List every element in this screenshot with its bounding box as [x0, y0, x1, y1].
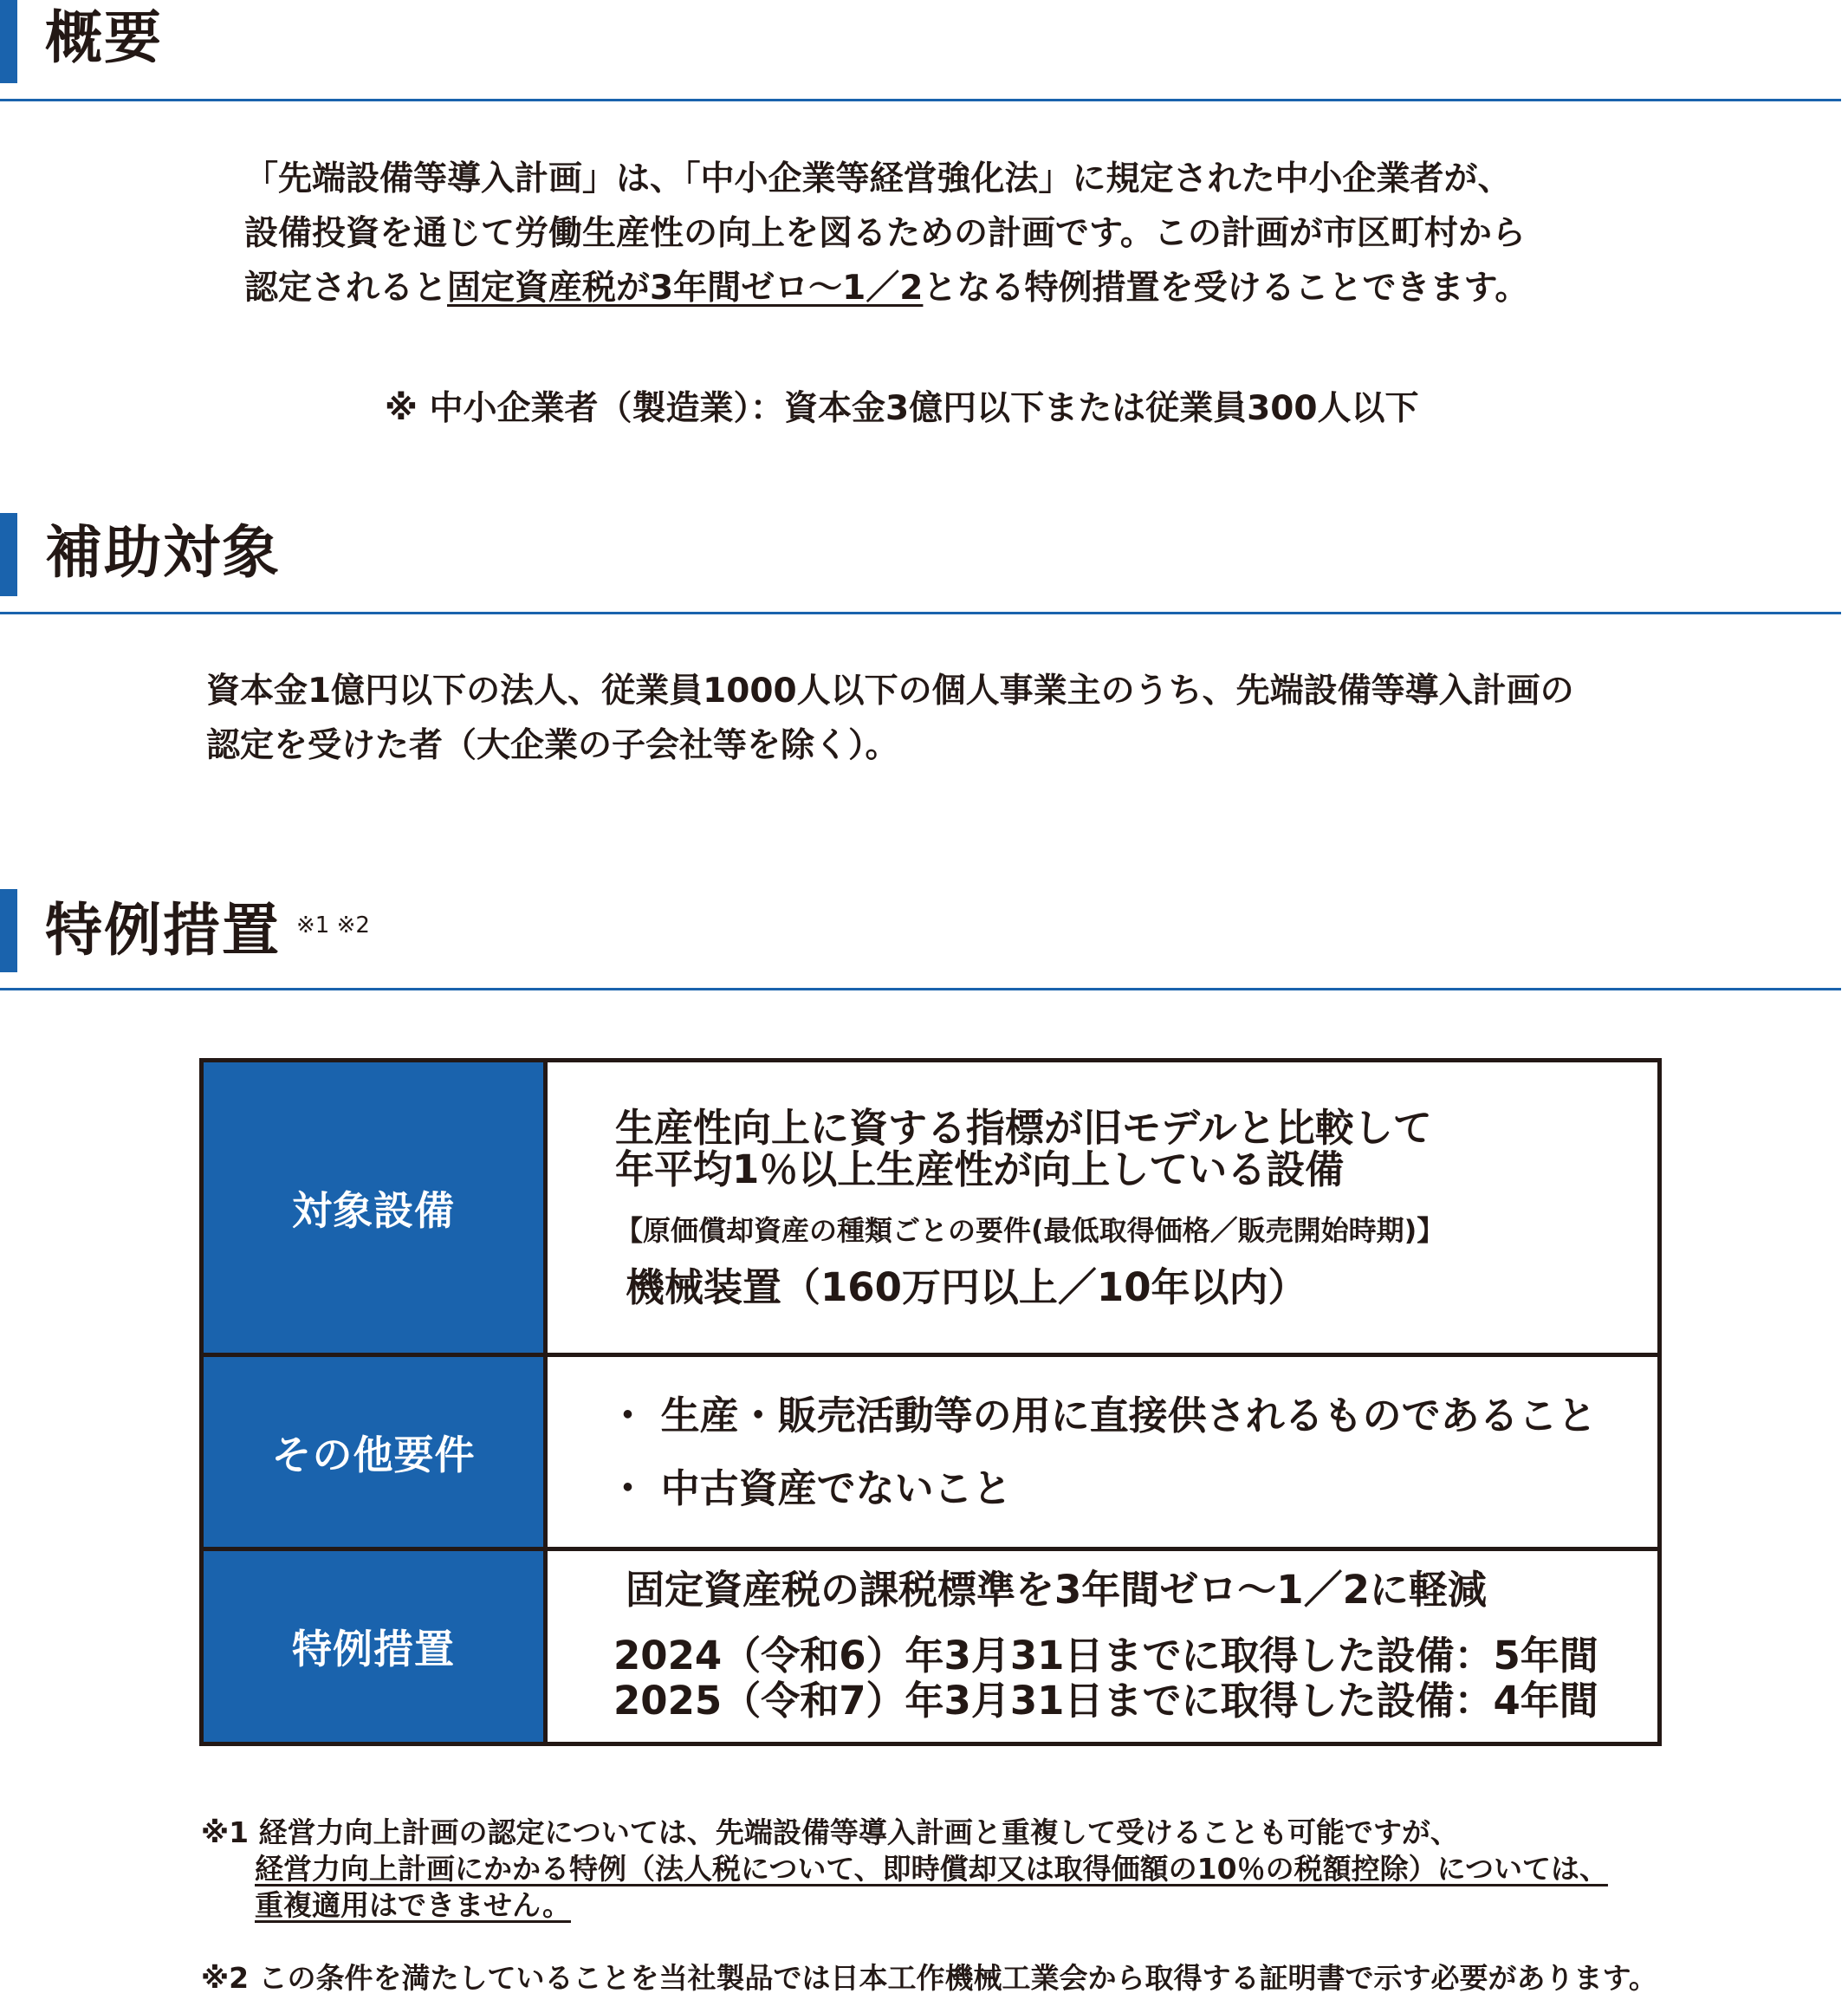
footnote-1: [201, 1815, 1608, 1924]
overview-paragraph: [244, 152, 1528, 315]
value-line: ・ 生産・販売活動等の用に直接供されるものであること: [608, 1392, 1597, 1438]
overview-line-3-pre: 認定されると: [244, 269, 448, 308]
special-measures-table: [199, 1058, 1662, 1746]
overview-highlight: 固定資産税が3年間ゼロ～1／2: [447, 269, 924, 308]
section-divider: [0, 988, 1841, 990]
footnote-1-line-2-wrap: [201, 1851, 1608, 1887]
overview-line-2: 設備投資を通じて労働生産性の向上を図るための計画です。この計画が市区町村から: [244, 214, 1526, 253]
value-line: 2025（令和7）年3月31日までに取得した設備：4年間: [613, 1678, 1598, 1724]
table-row: [202, 1061, 1660, 1355]
section-title-special-text: 特例措置: [45, 897, 281, 964]
section-title-overview: 概要: [45, 4, 163, 71]
footnote-2: ※2 この条件を満たしていることを当社製品では日本工作機械工業会から取得する証明書で示す必要があります。: [201, 1961, 1657, 1995]
value-line: ・ 中古資産でないこと: [608, 1464, 1012, 1511]
target-line-1: 資本金1億円以下の法人、従業員1000人以下の個人事業主のうち、先端設備等導入計画の: [206, 672, 1574, 711]
table-row: [202, 1355, 1660, 1549]
footnote-1-line-1: ※1 経営力向上計画の認定については、先端設備等導入計画と重複して受けることも可能ですが、: [201, 1815, 1459, 1849]
overview-line-1: 「先端設備等導入計画」は、「中小企業等経営強化法」に規定された中小企業者が、: [244, 159, 1512, 198]
footnote-1-line-3-wrap: [201, 1887, 1608, 1924]
value-line: 機械装置（160万円以上／10年以内）: [626, 1263, 1307, 1310]
value-line: 【原価償却資産の種類ごとの要件(最低取得価格／販売開始時期)】: [615, 1213, 1445, 1247]
row-label-other-requirements: その他要件: [202, 1355, 546, 1549]
section-divider: [0, 612, 1841, 614]
footnote-marks: ※1 ※2: [296, 912, 370, 938]
row-value-other-requirements: [546, 1355, 1660, 1549]
section-title-target: 補助対象: [45, 519, 281, 586]
footnote-1-line-3: 重複適用はできません。: [255, 1888, 571, 1922]
target-paragraph: [206, 664, 1574, 773]
target-line-2: 認定を受けた者（大企業の子会社等を除く）。: [206, 726, 899, 765]
table-row: [202, 1549, 1660, 1744]
value-line: 年平均1％以上生産性が向上している設備: [615, 1146, 1345, 1192]
section-marker: [0, 0, 17, 83]
overview-sme-note: ※ 中小企業者（製造業）：資本金3億円以下または従業員300人以下: [385, 389, 1419, 428]
value-line: 生産性向上に資する指標が旧モデルと比較して: [615, 1104, 1432, 1151]
value-line: 2024（令和6）年3月31日までに取得した設備：5年間: [613, 1633, 1598, 1679]
section-divider: [0, 99, 1841, 101]
value-line: 固定資産税の課税標準を3年間ゼロ～1／2に軽減: [626, 1567, 1487, 1613]
footnote-1-line-2: 経営力向上計画にかかる特例（法人税について、即時償却又は取得価額の10％の税額控除）については、: [255, 1852, 1608, 1886]
row-value-special-measures: [546, 1549, 1660, 1744]
section-marker: [0, 513, 17, 596]
section-title-special: [45, 889, 370, 972]
row-label-target-equipment: 対象設備: [202, 1061, 546, 1355]
row-value-target-equipment: [546, 1061, 1660, 1355]
section-marker: [0, 889, 17, 972]
overview-line-3-post: となる特例措置を受けることできます。: [923, 269, 1529, 308]
row-label-special-measures: 特例措置: [202, 1549, 546, 1744]
overview-line-3: [244, 261, 1528, 315]
